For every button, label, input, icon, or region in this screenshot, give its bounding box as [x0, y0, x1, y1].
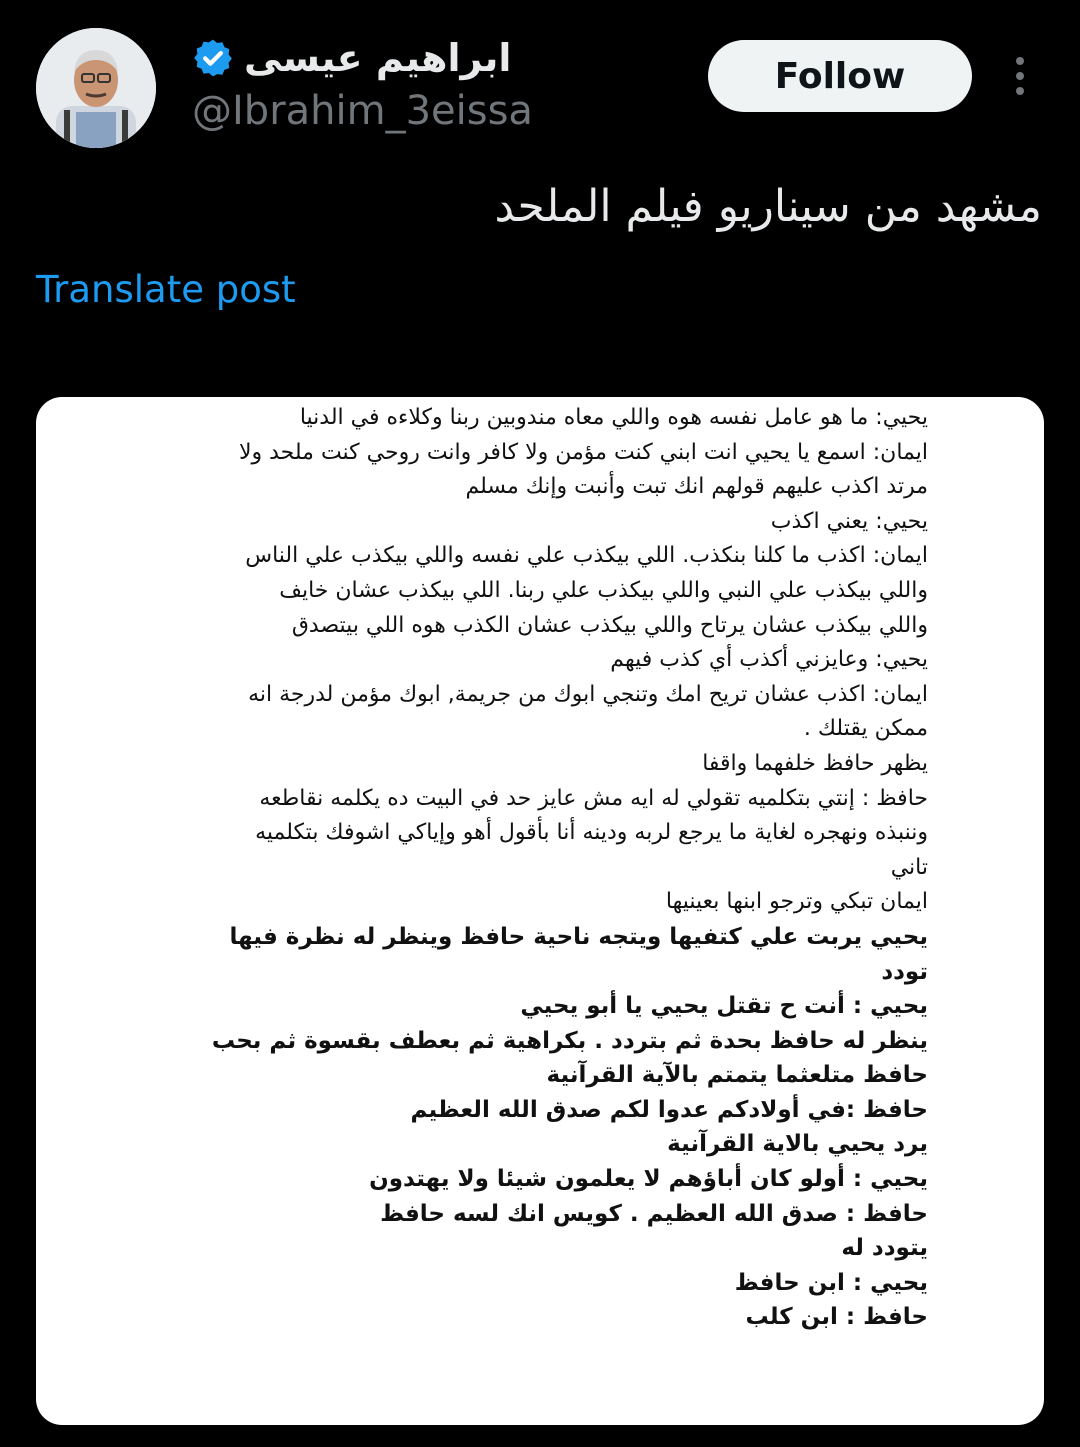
script-line: حافظ : صدق الله العظيم . كويس انك لسه حافظ — [380, 1200, 928, 1227]
script-line: يحيي: يعني اكذب — [770, 508, 928, 534]
script-line: واللي بيكذب عشان يرتاح واللي بيكذب عشان الكذب هوه اللي بيتصدق — [291, 612, 928, 638]
script-line: تودد — [881, 958, 928, 985]
script-line: وننبذه ونهجره لغاية ما يرجع لربه ودينه أنا بأقول أهو وإياكي اشوفك بتكلميه — [255, 820, 928, 846]
script-text-image — [156, 401, 928, 1335]
script-line: يظهر حافظ خلفهما واقفا — [702, 750, 928, 776]
script-line: ايمان: اسمع يا يحيي انت ابني كنت مؤمن ولا كافر وانت روحي كنت ملحد ولا — [238, 439, 928, 465]
script-line: يحيي : أنت ح تقتل يحيي يا أبو يحيي — [520, 993, 928, 1020]
script-line: حافظ متلعثما يتمتم بالآية القرآنية — [546, 1062, 928, 1089]
script-line: يحيي: ما هو عامل نفسه هوه واللي معاه مندوبين ربنا وكلاءه في الدنيا — [299, 405, 928, 430]
script-line: يتودد له — [841, 1235, 928, 1262]
script-line: تاني — [890, 854, 928, 880]
script-line: ممكن يقتلك . — [803, 716, 928, 742]
script-line: ينظر له حافظ بحدة ثم بتردد . بكراهية ثم بعطف بقسوة ثم بحب — [211, 1027, 928, 1054]
author-handle[interactable]: @Ibrahim_3eissa — [192, 88, 533, 134]
post-header — [0, 0, 1080, 160]
script-line: حافظ : إنتي بتكلميه تقولي له ايه مش عايز حد في البيت ده يكلمه نقاطعه — [259, 785, 928, 811]
script-line: حافظ : ابن كلب — [745, 1304, 928, 1331]
more-dot — [1016, 87, 1024, 95]
script-line: يحيي : ابن حافظ — [734, 1269, 928, 1296]
script-line: يحيي: وعايزني أكذب أي كذب فيهم — [610, 647, 928, 673]
script-line: يحيي يربت علي كتفيها ويتجه ناحية حافظ وينظر له نظرة فيها — [229, 923, 928, 950]
verified-badge-icon — [192, 37, 234, 79]
avatar[interactable] — [36, 28, 156, 148]
author-display-name: ابراهيم عيسى — [244, 36, 512, 80]
post-media-image[interactable] — [36, 397, 1044, 1425]
script-line: يحيي : أولو كان أباؤهم لا يعلمون شيئا ولا يهتدون — [369, 1166, 928, 1193]
script-line: ايمان تبكي وترجو ابنها بعينيها — [665, 889, 928, 915]
script-line: حافظ :في أولادكم عدوا لكم صدق الله العظيم — [410, 1096, 928, 1123]
script-line: ايمان: اكذب ما كلنا بنكذب. اللي بيكذب علي نفسه واللي بيكذب علي الناس — [245, 543, 928, 569]
script-line: ايمان: اكذب عشان تريح امك وتنجي ابوك من جريمة, ابوك مؤمن لدرجة انه — [248, 681, 928, 707]
script-line: يرد يحيي بالاية القرآنية — [667, 1131, 928, 1158]
more-dot — [1016, 72, 1024, 80]
follow-button[interactable]: Follow — [708, 40, 972, 112]
more-vertical-icon[interactable] — [1004, 54, 1036, 98]
more-dot — [1016, 57, 1024, 65]
post-text: مشهد من سيناريو فيلم الملحد — [494, 181, 1042, 232]
script-line: واللي بيكذب علي النبي واللي بيكذب علي ربنا. اللي بيكذب عشان خايف — [279, 577, 928, 603]
author-name-row[interactable] — [192, 30, 511, 86]
avatar-photo — [36, 28, 156, 148]
script-line: مرتد اكذب عليهم قولهم انك تبت وأنبت وإنك مسلم — [465, 474, 928, 500]
translate-post-link[interactable]: Translate post — [36, 268, 296, 311]
